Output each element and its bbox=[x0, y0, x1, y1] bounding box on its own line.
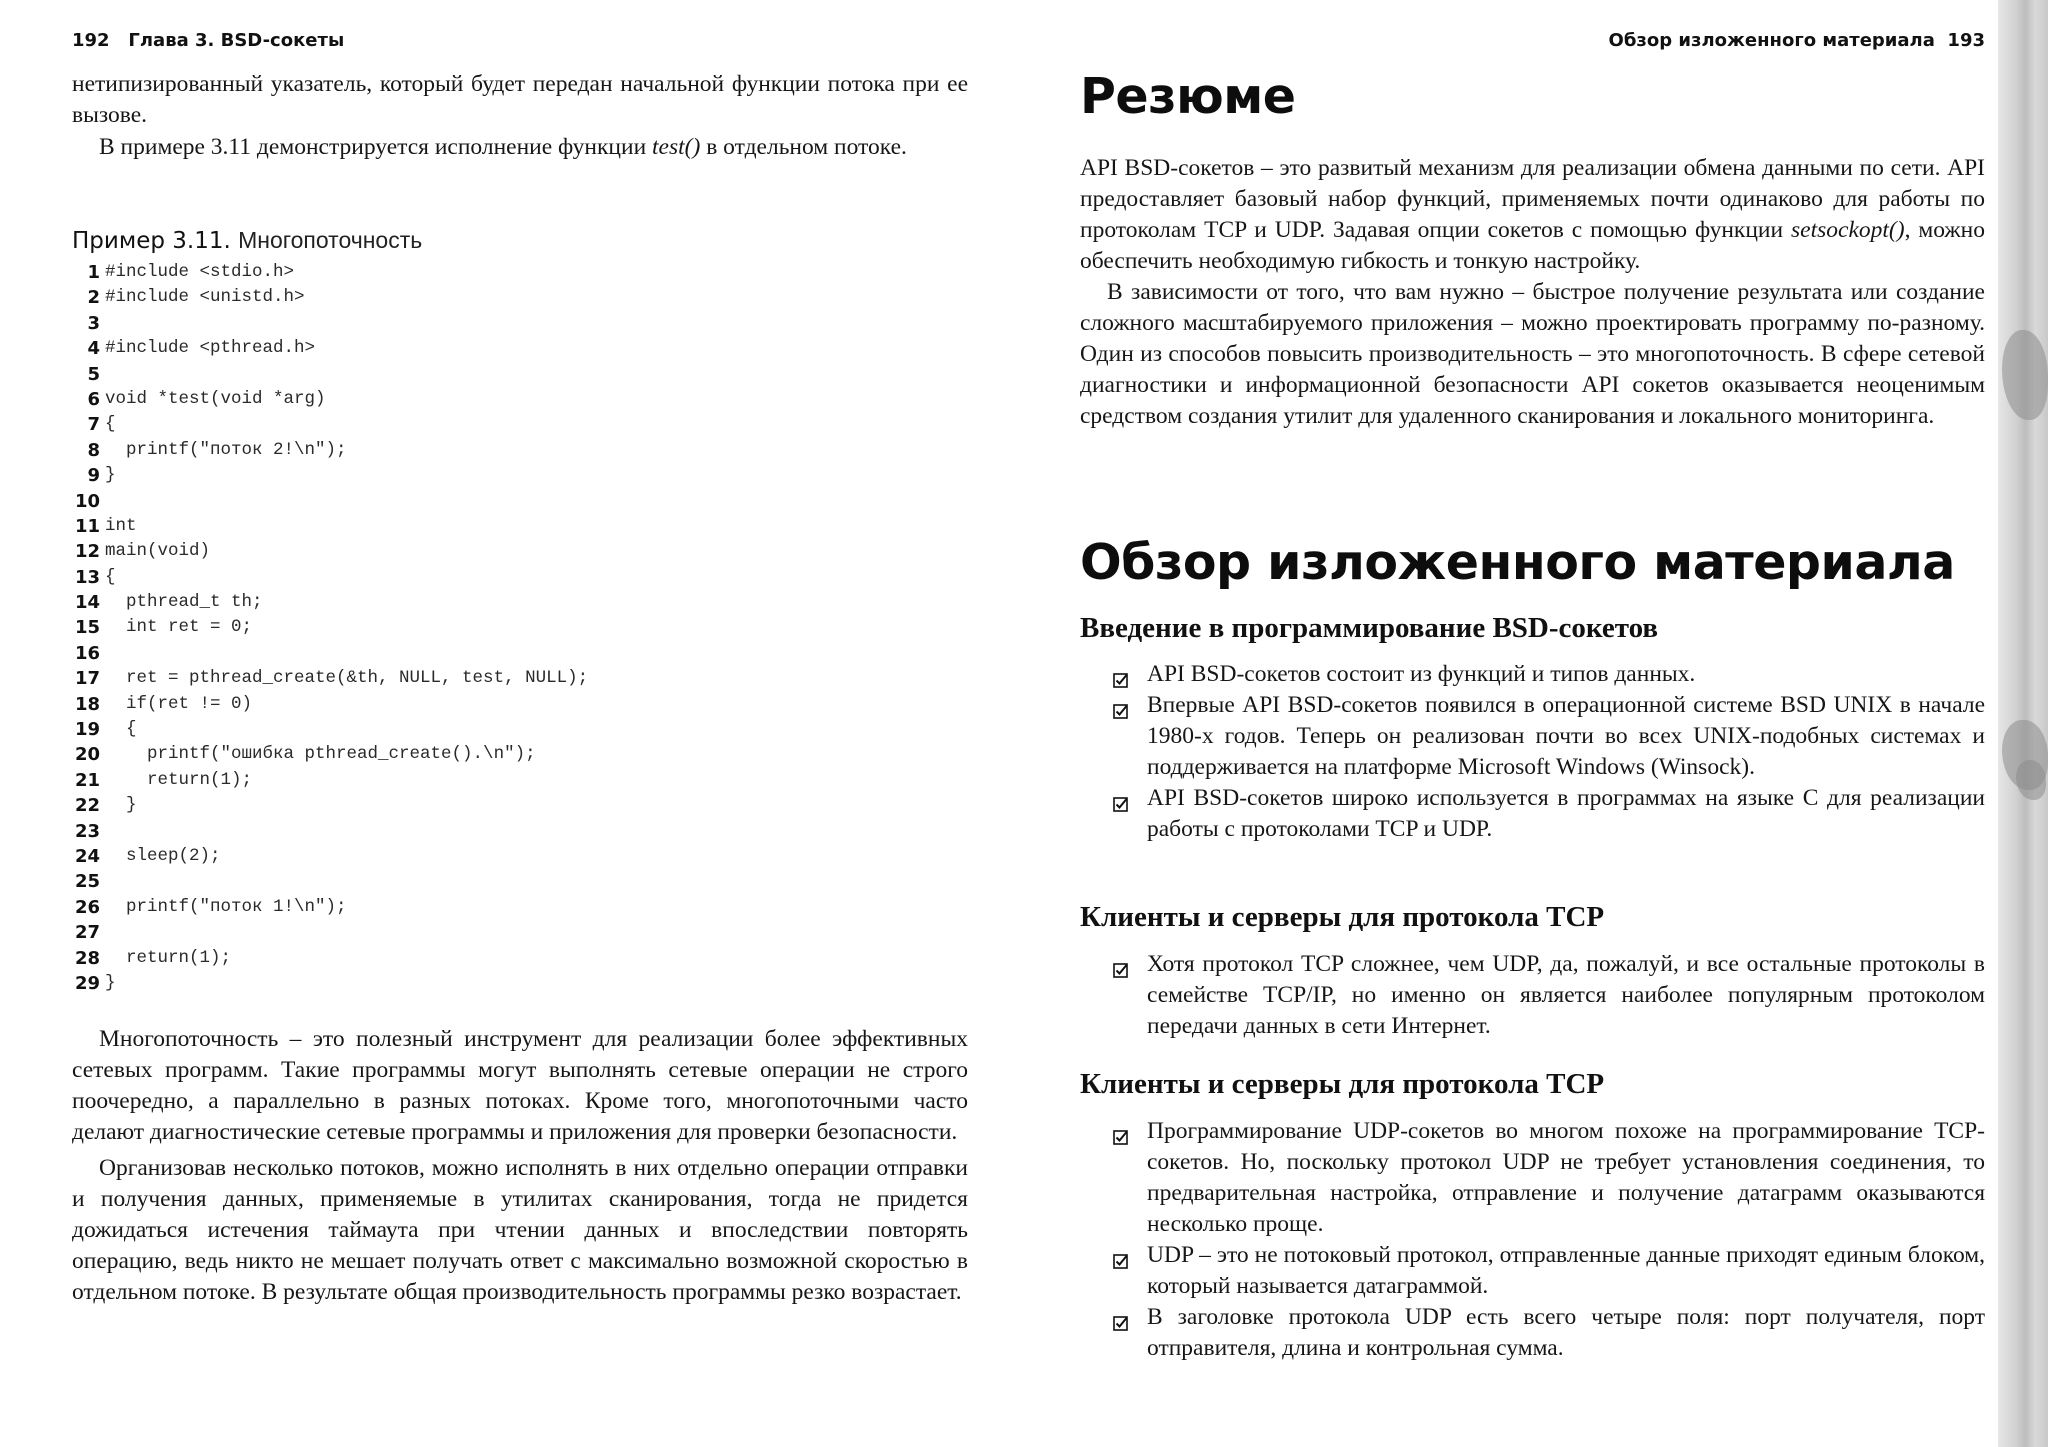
code-text: } bbox=[105, 795, 137, 816]
code-text: #include <stdio.h> bbox=[105, 262, 295, 282]
checkbox-checked-icon bbox=[1113, 697, 1128, 712]
line-number: 2 bbox=[87, 287, 100, 309]
code-text: return(1); bbox=[105, 769, 253, 790]
line-number: 23 bbox=[74, 820, 100, 842]
scan-blot bbox=[2002, 330, 2048, 420]
code-line bbox=[72, 362, 588, 387]
line-number: 8 bbox=[87, 439, 100, 461]
code-line bbox=[72, 539, 588, 564]
code-line bbox=[72, 946, 588, 971]
code-text: ret = pthread_create(&th, NULL, test, NULL); bbox=[105, 668, 589, 689]
left-top-text bbox=[72, 69, 968, 163]
scan-edge-shadow bbox=[1998, 0, 2048, 1447]
left-page bbox=[0, 0, 1010, 1447]
paragraph: Многопоточность – это полезный инструмент для реализации более эффективных сетевых программ. Такие программы могут выполнять сетевые операции не строго поочередно, а параллельно в разных потоках. Кроме того, многопоточными часто делают диагностические сетевые программы и приложения для проверки безопасности. bbox=[72, 1026, 968, 1145]
code-line bbox=[72, 615, 588, 640]
line-number: 11 bbox=[74, 515, 100, 537]
right-section-title: Обзор изложенного материала bbox=[1608, 30, 1935, 51]
code-line bbox=[72, 819, 588, 844]
code-line bbox=[72, 869, 588, 894]
left-bottom-text bbox=[72, 1024, 968, 1308]
paragraph: Организовав несколько потоков, можно исполнять в них отдельно операции отправки и получения данных, применяемые в утилитах сканирования, тогда не придется дожидаться истечения таймаута при чтении данных и впоследствии повторять операцию, ведь никто не мешает получать ответ с максимально возможной скоростью в отдельном потоке. В результате общая производительность программы резко возрастает. bbox=[72, 1155, 968, 1305]
code-listing bbox=[72, 260, 588, 996]
code-text: int bbox=[105, 515, 137, 536]
checkbox-checked-icon bbox=[1113, 1309, 1128, 1324]
code-text: main(void) bbox=[105, 541, 211, 562]
example-caption bbox=[72, 227, 422, 254]
code-line bbox=[72, 285, 588, 310]
line-number: 18 bbox=[74, 693, 100, 715]
checkbox-checked-icon bbox=[1113, 1123, 1128, 1138]
subsection-title-tcp: Клиенты и серверы для протокола TCP bbox=[1080, 901, 1605, 933]
code-line bbox=[72, 412, 588, 437]
code-line bbox=[72, 844, 588, 869]
line-number: 24 bbox=[74, 845, 100, 867]
code-line bbox=[72, 920, 588, 945]
paragraph: В примере 3.11 демонстрируется исполнение функции test() в отдельном потоке. bbox=[99, 134, 907, 160]
right-running-head bbox=[1609, 30, 1985, 51]
code-text: { bbox=[105, 566, 116, 587]
overview-heading: Обзор изложенного материала bbox=[1080, 534, 1955, 591]
list-item: Программирование UDP-сокетов во многом похоже на программирование TCP-сокетов. Но, поскольку протокол UDP не требует установления соединения, то предварительная настройка, отправление и получение датаграмм оказываются несколько проще. bbox=[1080, 1116, 1985, 1240]
subsection-list-tcp bbox=[1080, 949, 1985, 1042]
code-line bbox=[72, 463, 588, 488]
code-line bbox=[72, 387, 588, 412]
list-item: API BSD-сокетов состоит из функций и типов данных. bbox=[1080, 659, 1985, 690]
line-number: 27 bbox=[74, 922, 100, 944]
checkbox-checked-icon bbox=[1113, 1247, 1128, 1262]
code-line bbox=[72, 971, 588, 996]
line-number: 14 bbox=[74, 592, 100, 614]
code-text: } bbox=[105, 465, 116, 486]
list-item: Впервые API BSD-сокетов появился в операционной системе BSD UNIX в начале 1980-х годов. Теперь он реализован почти во всех UNIX-подобных системах и поддерживается на платформе Microsoft Windows (Winsock). bbox=[1080, 690, 1985, 783]
code-text: { bbox=[105, 719, 137, 740]
code-line bbox=[72, 311, 588, 336]
line-number: 22 bbox=[74, 795, 100, 817]
left-running-head bbox=[72, 30, 344, 51]
code-line bbox=[72, 336, 588, 361]
code-text: void *test(void *arg) bbox=[105, 388, 326, 409]
line-number: 21 bbox=[74, 769, 100, 791]
code-text: int ret = 0; bbox=[105, 617, 253, 638]
line-number: 28 bbox=[74, 947, 100, 969]
subsection-title-udp: Клиенты и серверы для протокола TCP bbox=[1080, 1068, 1605, 1100]
scan-blot bbox=[2016, 760, 2046, 800]
summary-heading: Резюме bbox=[1080, 68, 1296, 125]
checkbox-checked-icon bbox=[1113, 956, 1128, 971]
line-number: 17 bbox=[74, 668, 100, 690]
left-page-number: 192 bbox=[72, 30, 110, 51]
line-number: 19 bbox=[74, 719, 100, 741]
line-number: 7 bbox=[87, 414, 100, 436]
line-number: 3 bbox=[87, 312, 100, 334]
code-text: { bbox=[105, 414, 116, 435]
code-line bbox=[72, 590, 588, 615]
code-line bbox=[72, 260, 588, 285]
line-number: 4 bbox=[87, 338, 100, 360]
code-line bbox=[72, 666, 588, 691]
checkbox-checked-icon bbox=[1113, 666, 1128, 681]
code-text: printf("поток 2!\n"); bbox=[105, 439, 347, 460]
summary-text bbox=[1080, 153, 1985, 432]
code-line bbox=[72, 793, 588, 818]
code-text: if(ret != 0) bbox=[105, 693, 253, 714]
code-line bbox=[72, 565, 588, 590]
line-number: 1 bbox=[87, 262, 100, 283]
line-number: 6 bbox=[87, 388, 100, 410]
example-title: Многопоточность bbox=[238, 227, 423, 253]
example-label: Пример 3.11. bbox=[72, 228, 231, 254]
line-number: 12 bbox=[74, 541, 100, 563]
code-text: printf("ошибка pthread_create().\n"); bbox=[105, 744, 536, 765]
line-number: 29 bbox=[74, 972, 100, 994]
code-line bbox=[72, 692, 588, 717]
list-item: API BSD-сокетов широко используется в программах на языке C для реализации работы с протоколами TCP и UDP. bbox=[1080, 783, 1985, 845]
code-line bbox=[72, 514, 588, 539]
code-text: #include <unistd.h> bbox=[105, 287, 305, 308]
paragraph: нетипизированный указатель, который будет передан начальной функции потока при ее вызове. bbox=[72, 71, 968, 128]
left-chapter-title: Глава 3. BSD-сокеты bbox=[128, 30, 345, 51]
line-number: 13 bbox=[74, 566, 100, 588]
paragraph: В зависимости от того, что вам нужно – быстрое получение результата или создание сложного масштабируемого приложения – можно проектировать программу по-разному. Один из способов повысить производительность – это многопоточность. В сфере сетевой диагностики и информационной безопасности API сокетов оказывается неоценимым средством создания утилит для удаленного сканирования и локального мониторинга. bbox=[1080, 279, 1985, 429]
code-text: #include <pthread.h> bbox=[105, 338, 316, 359]
line-number: 9 bbox=[87, 465, 100, 487]
subsection-list-udp bbox=[1080, 1116, 1985, 1364]
right-page-number: 193 bbox=[1947, 30, 1985, 51]
code-line bbox=[72, 641, 588, 666]
right-page bbox=[1010, 0, 2048, 1447]
code-text: printf("поток 1!\n"); bbox=[105, 896, 347, 917]
line-number: 16 bbox=[74, 642, 100, 664]
paragraph: API BSD-сокетов – это развитый механизм для реализации обмена данными по сети. API предоставляет базовый набор функций, применяемых почти одинаково для работы по протоколам TCP и UDP. Задавая опции сокетов с помощью функции setsockopt(), можно обеспечить необходимую гибкость и тонкую настройку. bbox=[1080, 155, 1985, 274]
line-number: 15 bbox=[74, 617, 100, 639]
code-text: sleep(2); bbox=[105, 845, 221, 866]
code-line bbox=[72, 717, 588, 742]
code-text: pthread_t th; bbox=[105, 592, 263, 613]
code-line bbox=[72, 895, 588, 920]
line-number: 10 bbox=[74, 490, 100, 512]
list-item: UDP – это не потоковый протокол, отправленные данные приходят единым блоком, который называется датаграммой. bbox=[1080, 1240, 1985, 1302]
line-number: 25 bbox=[74, 871, 100, 893]
list-item: В заголовке протокола UDP есть всего четыре поля: порт получателя, порт отправителя, длина и контрольная сумма. bbox=[1080, 1302, 1985, 1364]
code-line bbox=[72, 489, 588, 514]
list-item: Хотя протокол TCP сложнее, чем UDP, да, пожалуй, и все остальные протоколы в семействе TCP/IP, но именно он является наиболее популярным протоколом передачи данных в сети Интернет. bbox=[1080, 949, 1985, 1042]
line-number: 5 bbox=[87, 363, 100, 385]
code-line bbox=[72, 438, 588, 463]
code-line bbox=[72, 768, 588, 793]
code-text: } bbox=[105, 972, 116, 993]
subsection-title-intro: Введение в программирование BSD-сокетов bbox=[1080, 612, 1659, 644]
checkbox-checked-icon bbox=[1113, 790, 1128, 805]
line-number: 26 bbox=[74, 896, 100, 918]
code-line bbox=[72, 742, 588, 767]
code-text: return(1); bbox=[105, 947, 232, 968]
line-number: 20 bbox=[74, 744, 100, 766]
subsection-list-intro bbox=[1080, 659, 1985, 845]
